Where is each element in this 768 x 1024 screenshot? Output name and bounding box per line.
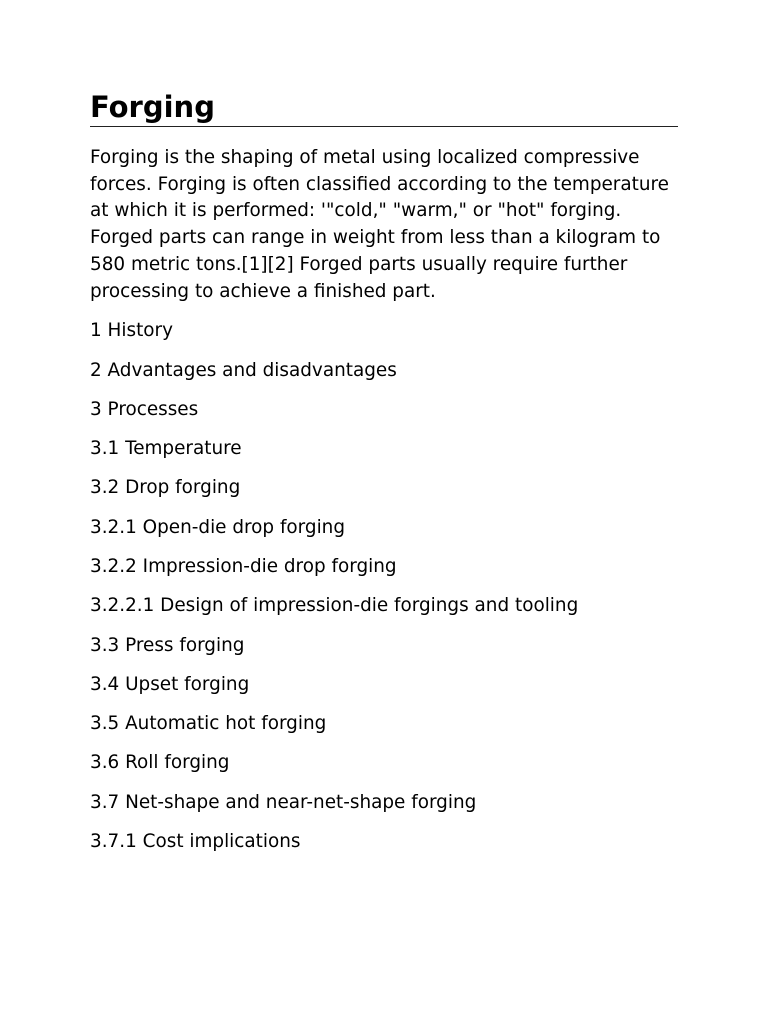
page-title: Forging [90,90,215,124]
toc-item: 3.2.2 Impression-die drop forging [90,556,397,577]
toc-item: 3.2.1 Open-die drop forging [90,516,346,538]
title-divider [90,126,678,127]
toc-item: 3.2.2.1 Design of impression-die forgings and tooling [90,595,579,617]
toc-item: 3.5 Automatic hot forging [90,713,327,735]
toc-item: 1 History [90,320,173,342]
toc-item: 2 Advantages and disadvantages [90,359,397,381]
toc-item: 3.6 Roll forging [90,752,230,774]
table-of-contents [90,318,678,855]
document-page [90,88,678,868]
toc-item: 3.2 Drop forging [90,477,241,499]
intro-paragraph: Forging is the shaping of metal using localized compressive forces. Forging is often classified according to the temperature at which it is performed: '"cold," "warm," or "hot" forging. Forged parts can range in weight from less than a kilogram to 580 metric tons.[1][2] Forged parts usually require further processing to achieve a finished part. [90,147,669,302]
toc-item: 3.3 Press forging [90,634,245,656]
toc-item: 3.4 Upset forging [90,673,250,695]
toc-item: 3 Processes [90,398,199,420]
toc-item: 3.7.1 Cost implications [90,831,301,853]
toc-item: 3.7 Net-shape and near-net-shape forging [90,791,477,813]
toc-item: 3.1 Temperature [90,438,242,460]
